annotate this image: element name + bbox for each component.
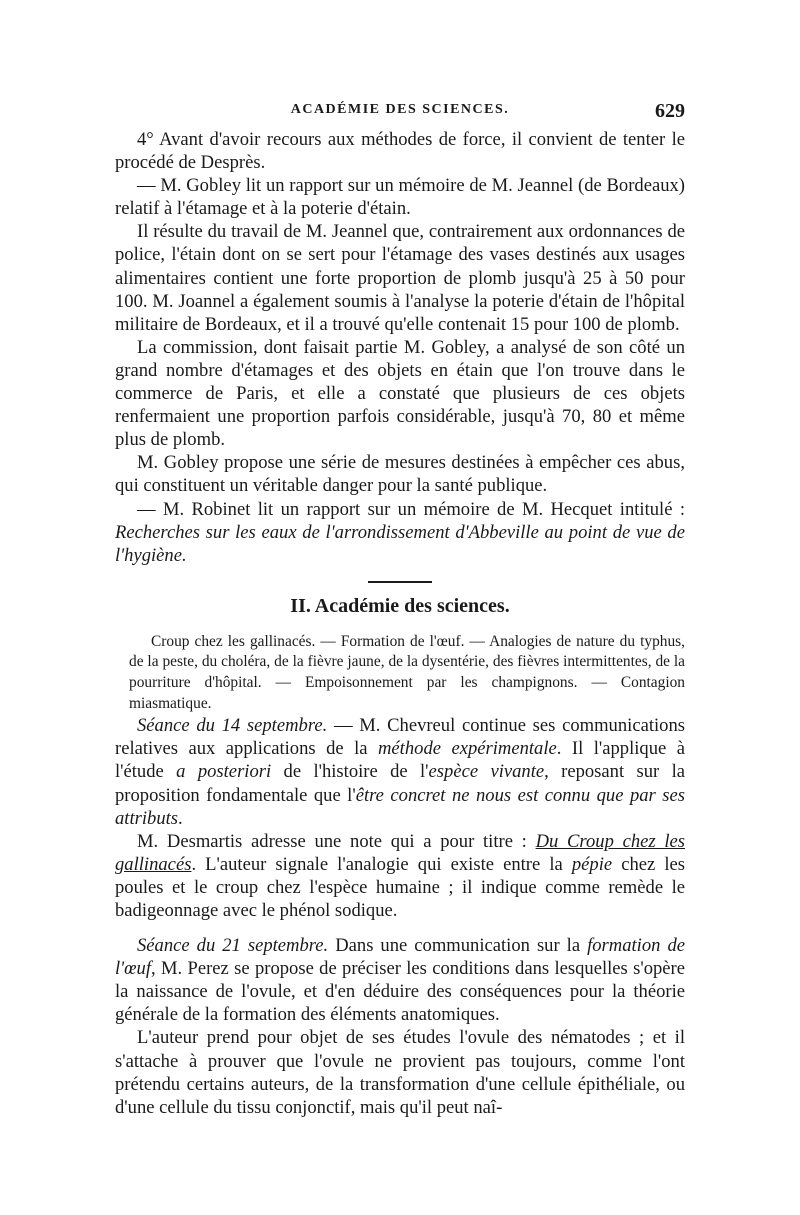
paragraph: M. Gobley propose une série de mesures destinées à empêcher ces abus, qui constituent un véritable danger pour la santé publique. [115,452,685,497]
paragraph [115,830,685,922]
note-title: Du Croup chez les gallinacés [115,830,685,875]
paragraph: L'auteur prend pour objet de ses études l'ovule des nématodes ; et il s'attache à prouver que l'ovule ne provient pas toujours, comme l'ont prétendu certains auteurs, de la transformation d'une cellule épithéliale, ou d'une cellule du tissu conjonctif, mais qu'il peut naî- [115,1027,685,1118]
page-number: 629 [655,100,685,122]
section-heading: II. Académie des sciences. [290,594,510,617]
paragraph-text: Dans une communication sur la [328,935,588,957]
paragraph [115,498,685,567]
section-summary: Croup chez les gallinacés. — Formation de l'œuf. — Analogies de nature du typhus, de la peste, du choléra, de la fièvre jaune, de la dysentérie, des fièvres intermittentes, de la pourriture d'hôpital. — Empoisonnement par les champignons. — Contagion miasmatique. [129,632,685,712]
paragraph [115,934,685,1026]
paragraph-text: , M. Perez se propose de préciser les conditions dans lesquelles s'opère la naissance de l'ovule, et d'en déduire des conséquences pour la théorie générale de la formation des éléments anatomiques. [115,958,685,1026]
paragraph: — M. Gobley lit un rapport sur un mémoire de M. Jeannel (de Bordeaux) relatif à l'étamage et à la poterie d'étain. [115,175,685,220]
emphasis: formation de l'œuf [115,935,685,980]
paragraph [115,714,685,829]
paragraph-text: de l'histoire de l' [271,761,429,783]
page-body [115,128,685,1119]
paragraph-text: . L'auteur signale l'analogie qui existe entre la [191,853,572,875]
seance-date: Séance du 14 septembre. [137,715,328,737]
spacer [115,922,685,934]
paragraph-text: , reposant sur la proposition fondamentale que l' [115,761,685,806]
report-title: Recherches sur les eaux de l'arrondissement d'Abbeville au point de vue de l'hygiène. [115,521,685,566]
paragraph-text: . Il l'applique à l'étude [115,738,685,783]
paragraph: Il résulte du travail de M. Jeannel que, contrairement aux ordonnances de police, l'étain dont on se sert pour l'étamage des vases destinés aux usages alimentaires contient une forte proportion de plomb jusqu'à 25 à 50 pour 100. M. Joannel a également soumis à l'analyse la poterie d'étain de l'hôpital militaire de Bordeaux, et il a trouvé qu'elle contenait 15 pour 100 de plomb. [115,221,685,335]
paragraph-text: — M. Chevreul continue ses communications relatives aux applications de la [115,715,685,760]
paragraph-text: . [178,807,183,829]
paragraph-text: chez les poules et le croup chez l'espèce humaine ; il indique comme remède le badigeonnage avec le phénol sodique. [115,853,685,921]
running-head: ACADÉMIE DES SCIENCES. [290,102,510,117]
page-header [115,100,685,124]
paragraph-text: — M. Robinet lit un rapport sur un mémoire de M. Hecquet intitulé : [137,498,685,520]
emphasis: pépie [571,853,613,875]
paragraph-text: M. Desmartis adresse une note qui a pour titre : [137,830,536,852]
paragraph: 4° Avant d'avoir recours aux méthodes de force, il convient de tenter le procédé de Desprès. [115,129,685,174]
seance-date: Séance du 21 septembre. [137,935,329,957]
emphasis: méthode expérimentale [378,738,557,760]
emphasis: a posteriori [176,761,272,783]
paragraph: La commission, dont faisait partie M. Gobley, a analysé de son côté un grand nombre d'étamages et des objets en étain que l'on trouve dans le commerce de Paris, et elle a constaté que plusieurs de ces objets renfermaient une proportion parfois considérable, jusqu'à 70, 80 et même plus de plomb. [115,336,685,451]
emphasis: espèce vivante [428,761,545,783]
emphasis: être concret ne nous est connu que par ses attributs [115,784,685,829]
